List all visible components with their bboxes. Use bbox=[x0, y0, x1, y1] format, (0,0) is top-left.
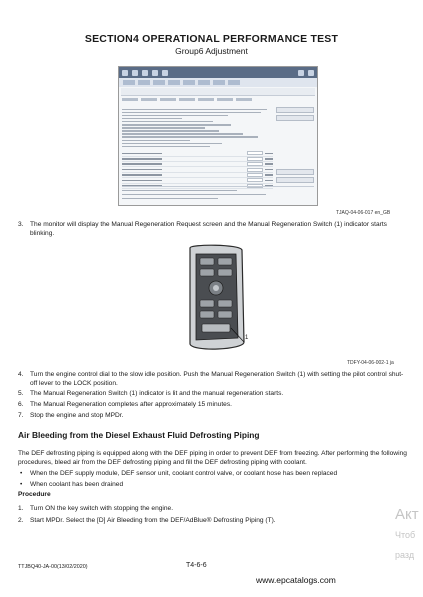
air-bleeding-intro: The DEF defrosting piping is equipped along with the DEF piping in order to prevent DEF from freezing. After performing the following procedures, bleed air from the DEF defrosting piping and fill the DEF defrosting piping with coolant. bbox=[18, 450, 407, 467]
screenshot-toolbar bbox=[119, 78, 317, 87]
screenshot-instructions bbox=[122, 109, 273, 148]
footer-page-number: T4-6-6 bbox=[186, 562, 207, 569]
step7-text: Stop the engine and stop MPDr. bbox=[30, 412, 124, 419]
watermark-line3: разд bbox=[395, 550, 415, 560]
figure1-caption: TJAQ-04-06-017 en_GB bbox=[336, 210, 391, 216]
bullet-dot: • bbox=[20, 481, 23, 488]
air-bleeding-heading: Air Bleeding from the Diesel Exhaust Fluid Defrosting Piping bbox=[18, 430, 260, 440]
watermark-line1: Акт bbox=[395, 506, 419, 523]
step6-number: 6. bbox=[18, 401, 24, 408]
screenshot-footer bbox=[122, 186, 314, 202]
step3-number: 3. bbox=[18, 221, 24, 228]
footer-url[interactable]: www.epcatalogs.com bbox=[256, 575, 336, 585]
step4-text: Turn the engine control dial to the slow idle position. Push the Manual Regeneration Switch (1) with setting the pilot control shut-off lever to the LOCK position. bbox=[30, 371, 404, 388]
manual-regeneration-switch-illustration bbox=[182, 242, 250, 357]
screenshot-monitor-rows bbox=[122, 151, 273, 189]
procedure-label: Procedure bbox=[18, 491, 51, 498]
proc-step2-text: Start MPDr. Select the [D] Air Bleeding from the DEF/AdBlue® Defrosting Piping (T). bbox=[30, 517, 276, 524]
screenshot-side-buttons bbox=[276, 107, 314, 189]
step6-text: The Manual Regeneration completes after approximately 15 minutes. bbox=[30, 401, 232, 408]
watermark-line2: Чтоб bbox=[395, 530, 416, 540]
step5-text: The Manual Regeneration Switch (1) indicator is lit and the manual regeneration starts. bbox=[30, 390, 284, 397]
step5-number: 5. bbox=[18, 390, 24, 397]
step4-number: 4. bbox=[18, 371, 24, 378]
group-title: Group6 Adjustment bbox=[175, 46, 248, 56]
proc-step1-text: Turn ON the key switch with stopping the engine. bbox=[30, 505, 174, 512]
screenshot-panel-title bbox=[121, 88, 315, 96]
screenshot-titlebar bbox=[119, 67, 317, 78]
footer-doc-code: TTJBQ40-JA-00(13/02/2020) bbox=[18, 564, 88, 570]
step3-text: The monitor will display the Manual Regeneration Request screen and the Manual Regeneration Switch (1) indicator starts blinking. bbox=[30, 221, 387, 238]
figure2-caption: TDFY-04-06-002-1 ja bbox=[347, 360, 394, 366]
step7-number: 7. bbox=[18, 412, 24, 419]
figure2-callout: 1 bbox=[245, 335, 249, 341]
section-title: SECTION4 OPERATIONAL PERFORMANCE TEST bbox=[84, 33, 339, 45]
bullet-dot: • bbox=[20, 470, 23, 477]
mpdr-screenshot bbox=[118, 66, 318, 206]
proc-step1-number: 1. bbox=[18, 505, 24, 512]
bullet-2: When coolant has been drained bbox=[30, 481, 124, 488]
screenshot-breadcrumb bbox=[122, 98, 314, 104]
proc-step2-number: 2. bbox=[18, 517, 24, 524]
bullet-1: When the DEF supply module, DEF sensor unit, coolant control valve, or coolant hose has been replaced bbox=[30, 470, 338, 477]
